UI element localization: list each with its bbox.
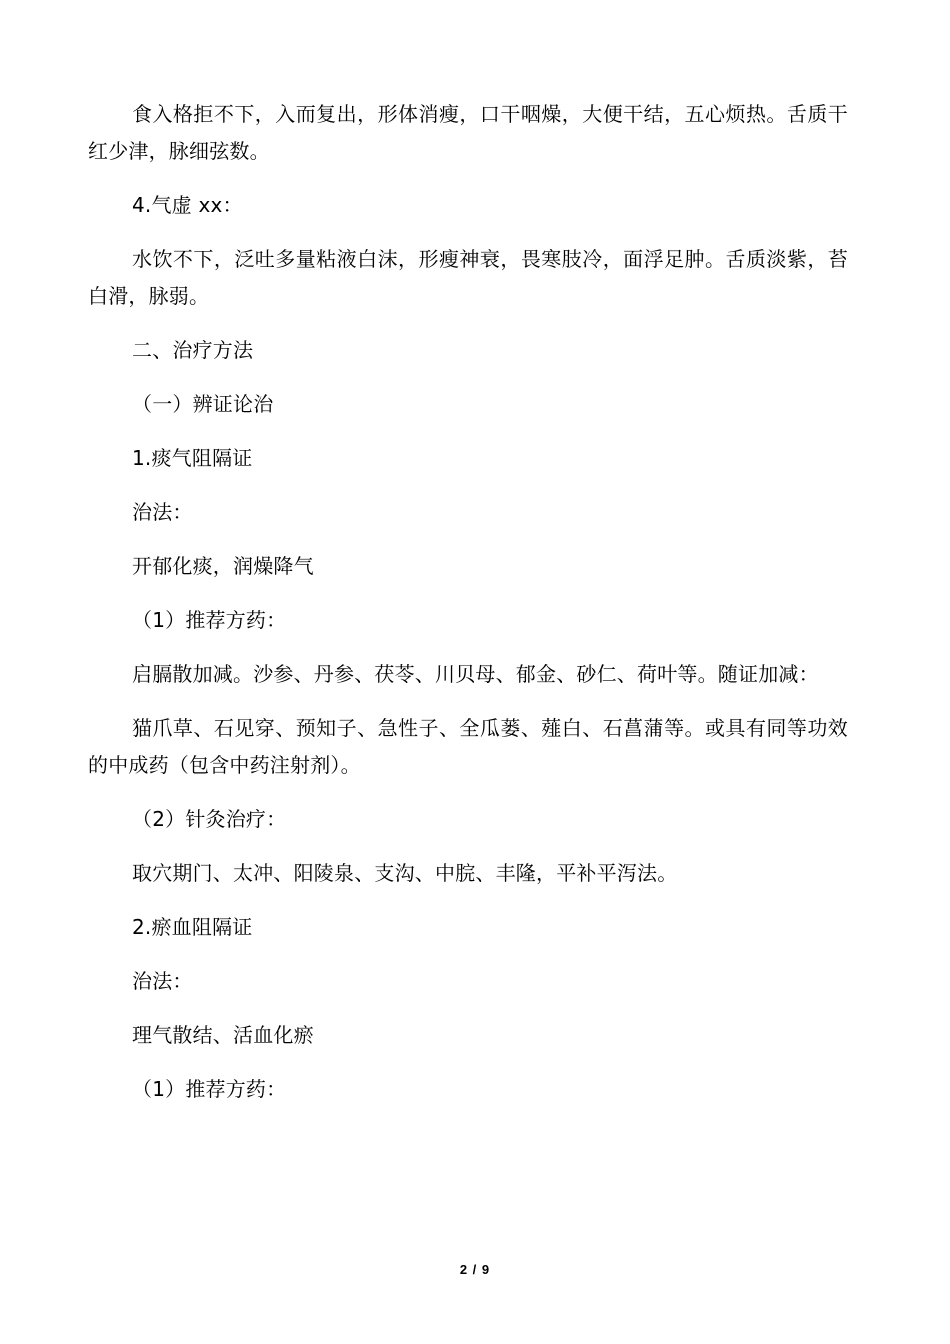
paragraph-symptoms-qi-deficiency: 水饮不下，泛吐多量粘液白沫，形瘦神衰，畏寒肢冷，面浮足肿。舌质淡紫，苔白滑，脉弱。 <box>88 247 848 308</box>
paragraph-symptoms-yin: 食入格拒不下，入而复出，形体消瘦，口干咽燥，大便干结，五心烦热。舌质干红少津，脉细弦数。 <box>88 102 848 163</box>
paragraph-prescription: 启膈散加减。沙参、丹参、茯苓、川贝母、郁金、砂仁、荷叶等。随证加减： <box>132 662 819 686</box>
label-treatment-method-2: 治法： <box>132 969 193 993</box>
paragraph-treatment-method-2: 理气散结、活血化瘀 <box>132 1023 314 1047</box>
document-body <box>88 96 848 1108</box>
label-recommended-prescription: （1）推荐方药： <box>132 608 287 632</box>
label-acupuncture: （2）针灸治疗： <box>132 807 287 831</box>
label-treatment-method: 治法： <box>132 500 193 524</box>
page-number: 2 / 9 <box>459 1262 491 1277</box>
heading-phlegm-qi: 1.痰气阻隔证 <box>132 446 253 470</box>
paragraph-modifications: 猫爪草、石见穿、预知子、急性子、全瓜蒌、薤白、石菖蒲等。或具有同等功效的中成药（包含中药注射剂）。 <box>88 716 848 777</box>
subsection-heading-differentiation: （一）辨证论治 <box>132 392 274 416</box>
paragraph-acupuncture: 取穴期门、太冲、阳陵泉、支沟、中脘、丰隆，平补平泻法。 <box>132 861 678 885</box>
paragraph-treatment-method: 开郁化痰，润燥降气 <box>132 554 314 578</box>
label-recommended-prescription-2: （1）推荐方药： <box>132 1077 287 1101</box>
heading-blood-stasis: 2.瘀血阻隔证 <box>132 915 253 939</box>
heading-qi-deficiency: 4.气虚 xx： <box>132 193 243 217</box>
section-heading-treatment: 二、治疗方法 <box>132 338 254 362</box>
